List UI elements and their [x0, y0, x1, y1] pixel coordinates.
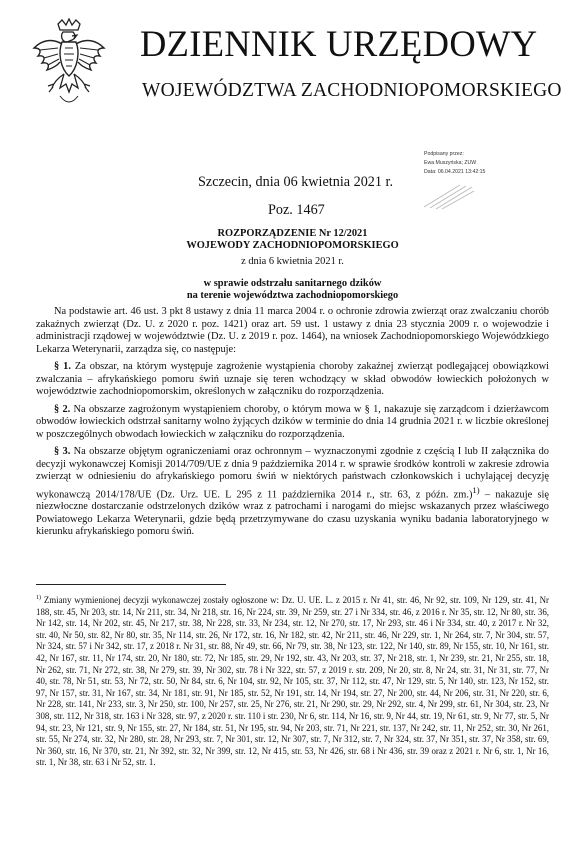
section-3-text: Na obszarze objętym ograniczeniami oraz ochronnym – wyznaczonymi zgodnie z częścią I lub II załącznika do decyzji wykonawczej Komisji 2014/709/UE z dnia 9 października 2014 r. w sprawie środków kontroli w zakresie zdrowia zwierząt w odniesieniu do afrykańskiego pomoru świń w niektórych państwach członkowskich i uchylającej decyzję wykonawczą 2014/178/UE (Dz. Urz. UE. L 295 z 11 października 2014 r., str. 63, z późn. zm.) — [36, 446, 549, 500]
regulation-title-line1: ROZPORZĄDZENIE Nr 12/2021 — [217, 228, 368, 239]
electronic-signature — [424, 150, 574, 177]
footnote-marker: 1) — [36, 595, 41, 601]
section-2-text: Na obszarze zagrożonym wystąpieniem choroby, o którym mowa w § 1, nakazuje się zarządcom i dzierżawcom obwodów łowieckich odstrzał sanitarny wolno żyjących dzików w terminie do dnia 14 grudnia 2021 r. w liczbie określonej w poszczególnych obwodach łowieckich w załączniku do rozporządzenia. — [36, 403, 549, 440]
footnote-text: Zmiany wymienionej decyzji wykonawczej zostały ogłoszone w: Dz. U. UE. L. z 2015 r. Nr 41, str. 46, Nr 92, str. 109, Nr 129, str. 41, Nr 188, str. 45, Nr 203, str. 14, Nr 211, str. 34, Nr 218, str. 16, Nr 224, str. 39, Nr 259, str. 27 i Nr 334, str. 46, z 2016 r. Nr 35, str. 12, Nr 80, str. 36, Nr 142, str. 14, Nr 202, str. 45, Nr 217, str. 38, Nr 228, str. 33, Nr 234, str. 12, Nr 270, str. 17, Nr 293, str. 46 i Nr 334, str. 40, z 2017 r. Nr 32, str. 40, Nr 50, str. 82, Nr 80, str. 35, Nr 114, str. 26, Nr 172, str. 16, Nr 182, str. 42, Nr 211, str. 46, Nr 229, str. 1, Nr 264, str. 7, Nr 304, str. 57, Nr 324, str. 57 i Nr 342, str. 17, z 2018 r. Nr 31, str. 88, Nr 49, str. 66, Nr 79, str. 38, Nr 123, str. 122, Nr 140, str. 89, Nr 155, str. 10, Nr 161, str. 42, Nr 167, str. 11, Nr 174, str. 20, Nr 180, str. 72, Nr 185, str. 29, Nr 192, str. 43, Nr 203, str. 37, Nr 218, str. 1, Nr 239, str. 21, Nr 255, str. 18, Nr 262, str. 71, Nr 272, str. 38, Nr 279, str. 39, Nr 302, str. 78 i Nr 322, str. 57, z 2019 r. str. 209, Nr 20, str. 8, Nr 24, str. 31, Nr 31, str. 77, Nr 40, str. 78, Nr 51, str. 53, Nr 72, str. 50, Nr 84, str. 6, Nr 104, str. 92, Nr 105, str. 37, Nr 112, str. 47, Nr 129, str. 5, Nr 140, str. 123, Nr 152, str. 97, Nr 157, str. 31, Nr 167, str. 34, Nr 181, str. 91, Nr 185, str. 52, Nr 191, str. 14, Nr 194, str. 27, Nr 200, str. 44, Nr 206, str. 31, Nr 220, str. 6, Nr 228, str. 141, Nr 233, str. 3, Nr 250, str. 100, Nr 257, str. 25, Nr 276, str. 21, Nr 290, str. 29, Nr 292, str. 4, Nr 299, str. 61, Nr 304, str. 23, Nr 308, str. 112, Nr 318, str. 163 i Nr 328, str. 97, z 2020 r. str. 110 i str. 230, Nr 6, str. 114, Nr 16, str. 9, Nr 44, str. 19, Nr 61, str. 9, Nr 77, str. 5, Nr 94, str. 23, Nr 121, str. 9, Nr 155, str. 27, Nr 184, str. 51, Nr 195, str. 94, Nr 203, str. 71, Nr 221, str. 137, Nr 242, str. 11, Nr 252, str. 30, Nr 261, str. 55, Nr 274, str. 32, Nr 280, str. 28, Nr 293, str. 7, Nr 301, str. 12, Nr 307, str. 7, Nr 312, str. 7, Nr 324, str. 37, Nr 351, str. 37, Nr 358, str. 69, Nr 360, str. 16, Nr 370, str. 21, Nr 392, str. 32, Nr 399, str. 12, Nr 415, str. 53, Nr 426, str. 68 i Nr 436, str. 39 oraz z 2021 r. Nr 6, str. 1, Nr 16, str. 1, Nr 38, str. 63 i Nr 52, str. 1. — [36, 594, 550, 768]
signature-date: Data: 06.04.2021 13:42:15 — [424, 169, 486, 175]
journal-subtitle: WOJEWÓDZTWA ZACHODNIOPOMORSKIEGO — [142, 80, 562, 101]
signature-label: Podpisany przez: — [424, 151, 464, 157]
regulation-title — [0, 228, 585, 252]
section-3 — [36, 446, 549, 539]
section-3-label: § 3. — [54, 446, 71, 457]
regulation-subject-line1: w sprawie odstrzału sanitarnego dzików — [203, 278, 382, 289]
place-date: Szczecin, dnia 06 kwietnia 2021 r. — [198, 174, 394, 190]
section-3-text-continued: – nakazuje się niezwłoczne dostarczanie odstrzelonych dzików wraz z patrochami i narogami do miejsc wskazanych przez właściwego Powiatowego Lekarza Weterynarii, gdzie będą przetrzymywane do czasu uzyskania wyniku badania laboratoryjnego w kierunku afrykańskiego pomoru świń. — [36, 488, 549, 538]
regulation-date: z dnia 6 kwietnia 2021 r. — [241, 256, 344, 267]
section-2 — [36, 404, 549, 442]
section-1-label: § 1. — [54, 361, 71, 372]
preamble: Na podstawie art. 46 ust. 3 pkt 8 ustawy z dnia 11 marca 2004 r. o ochronie zdrowia zwierząt oraz zwalczaniu chorób zakaźnych zwierząt (Dz. U. z 2020 r. poz. 1421) oraz art. 59 ust. 1 ustawy z dnia 23 stycznia 2009 r. o wojewodzie i administracji rządowej w województwie (Dz. U. z 2019 r. poz. 1464), na wniosek Zachodniopomorskiego Wojewódzkiego Lekarza Weterynarii, zarządza się, co następuje: — [36, 306, 549, 355]
eagle-emblem-icon — [30, 18, 108, 110]
regulation-subject-line2: na terenie województwa zachodniopomorskiego — [186, 290, 399, 301]
section-1 — [36, 361, 549, 399]
position-number: Poz. 1467 — [268, 202, 325, 218]
journal-title: DZIENNIK URZĘDOWY — [140, 23, 538, 64]
section-2-label: § 2. — [54, 403, 71, 415]
signature-mark-icon — [420, 181, 476, 211]
regulation-subject — [0, 278, 585, 302]
regulation-body — [36, 306, 549, 544]
footnote-divider — [36, 584, 226, 585]
section-1-text: Za obszar, na którym występuje zagrożenie wystąpienia choroby zakaźnej zwierząt podlegającej obowiązkowi zwalczania – afrykańskiego pomoru świń uznaje się teren wchodzący w skład obwodów łowieckich położonych w województwie zachodniopomorskim, określonych w załączniku do rozporządzenia. — [36, 361, 549, 397]
regulation-title-line2: WOJEWODY ZACHODNIOPOMORSKIEGO — [186, 240, 399, 251]
footnote-reference: 1) — [472, 484, 480, 495]
signature-name: Ewa Muszyńska; ZUW — [424, 160, 477, 166]
footnote — [36, 593, 549, 769]
